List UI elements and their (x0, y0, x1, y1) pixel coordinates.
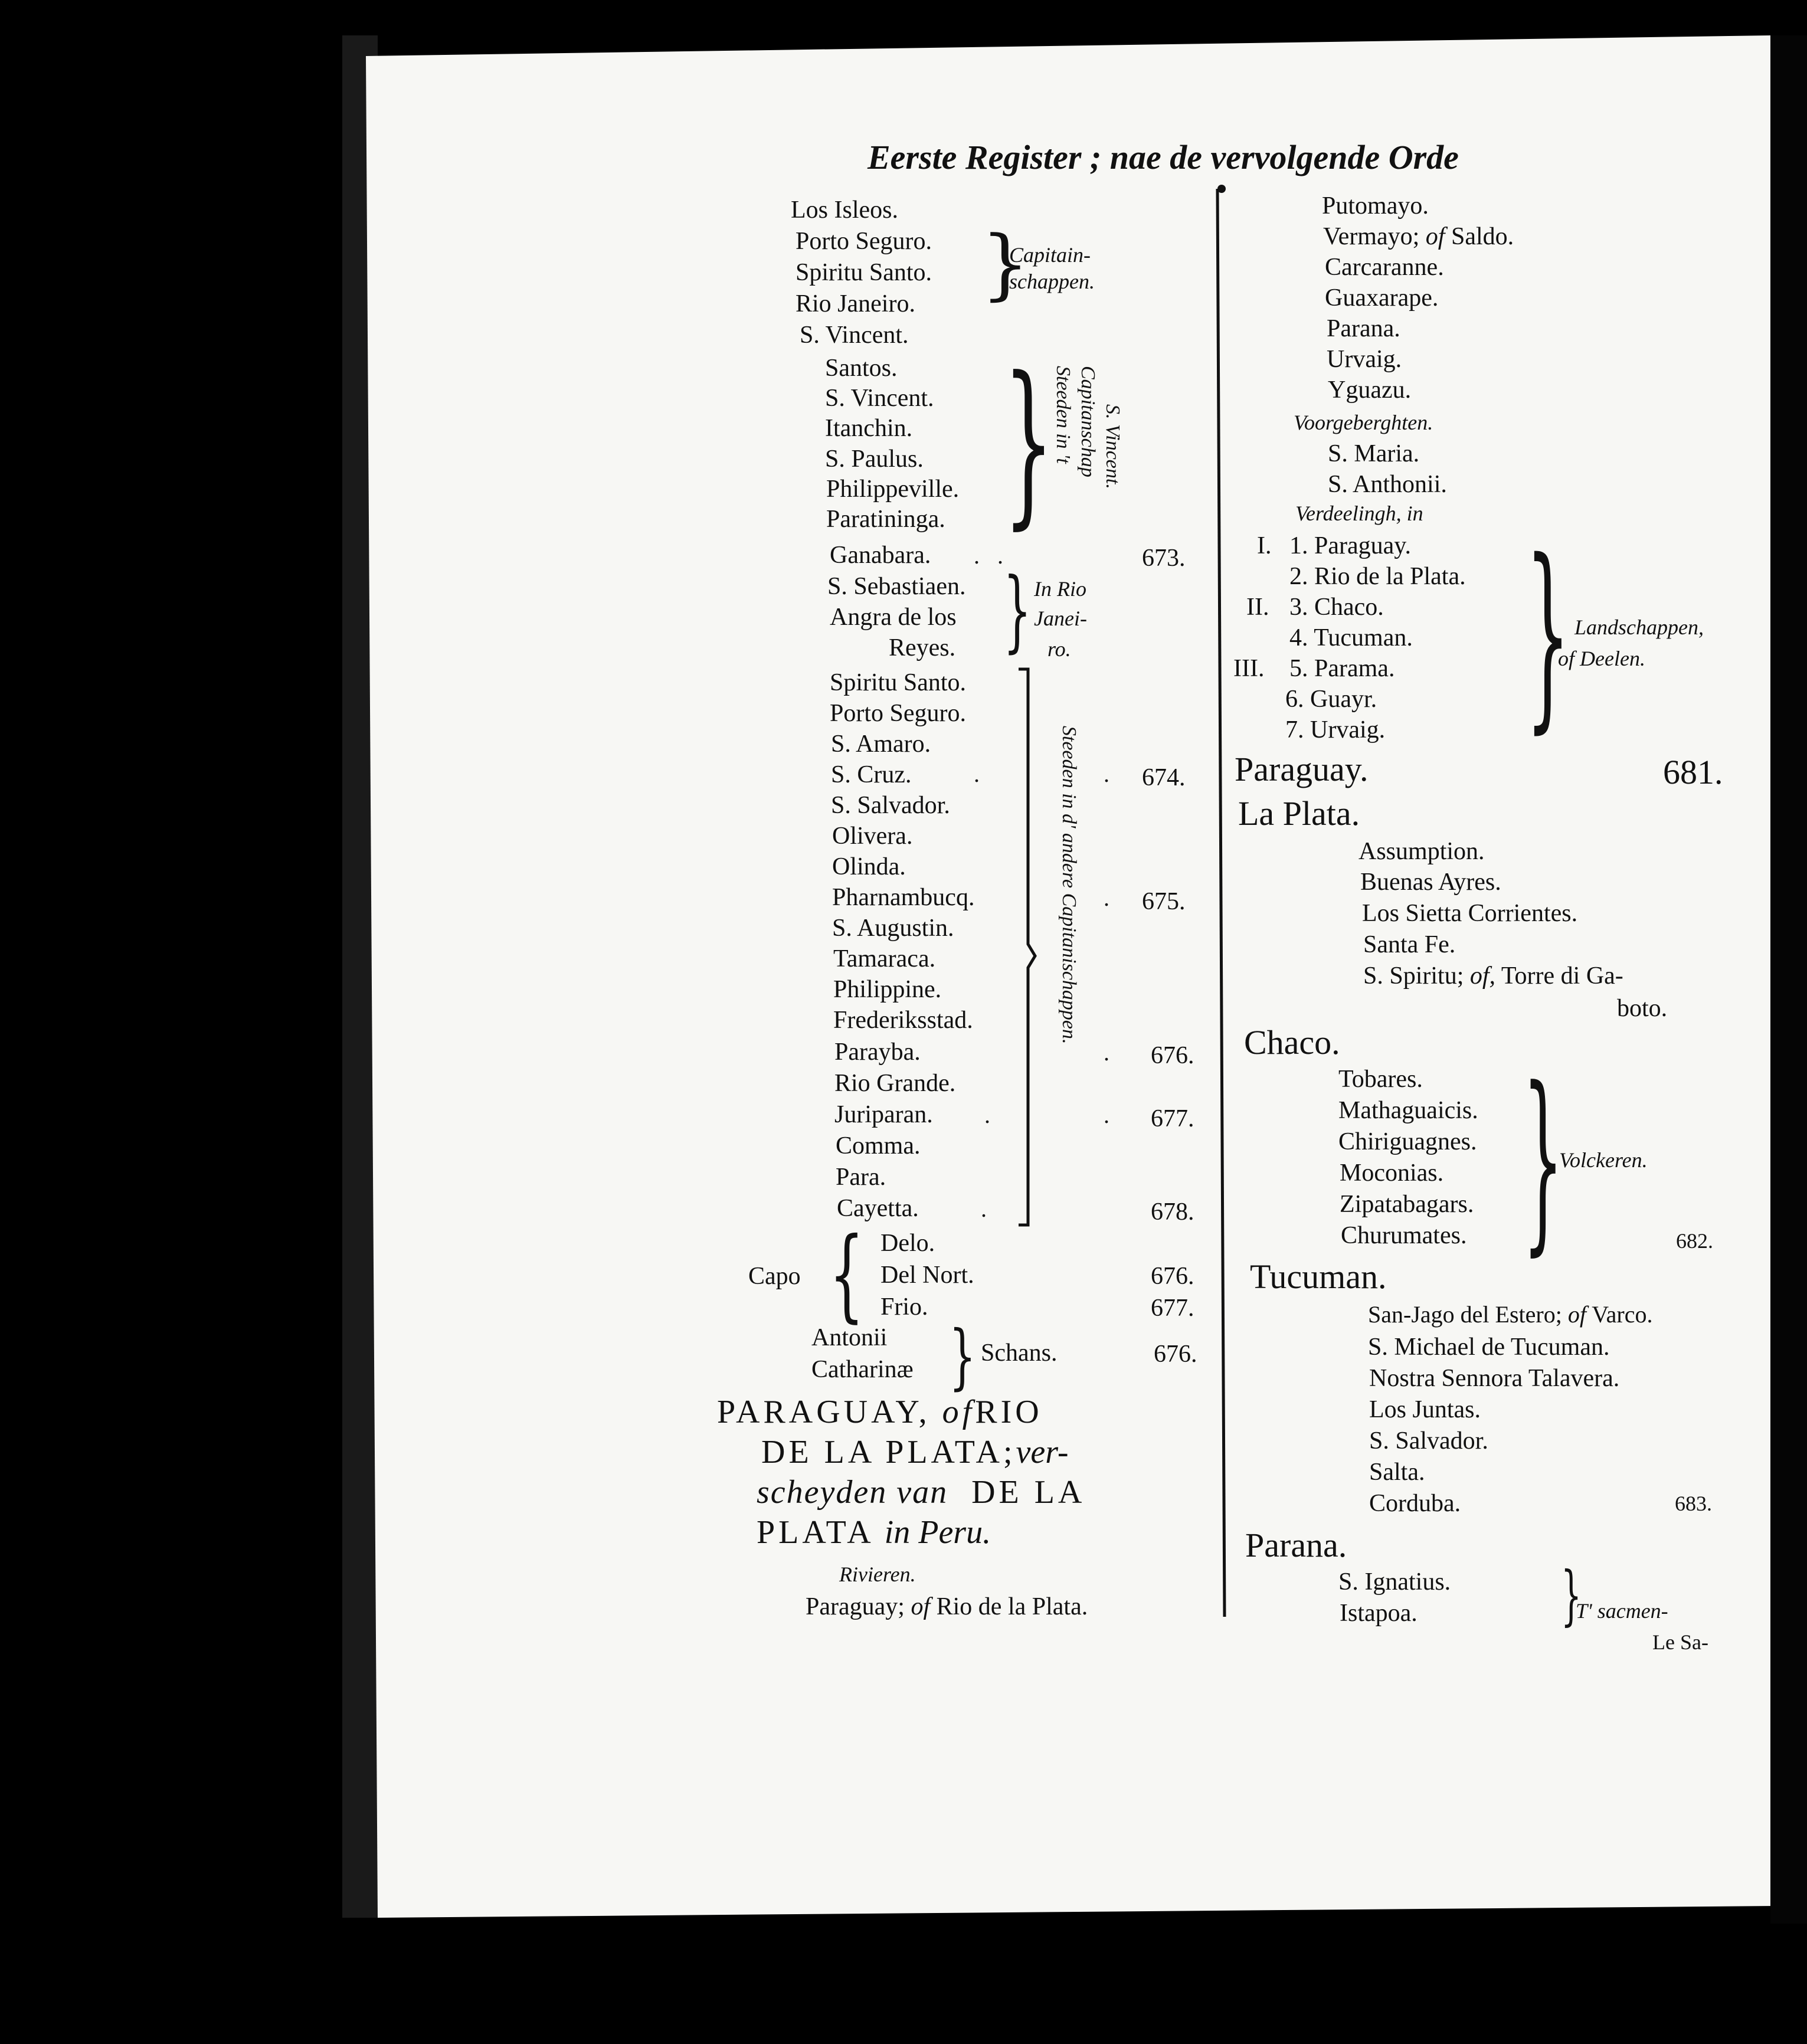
brace-glyph: { (829, 1216, 865, 1333)
list-item: Chiriguagnes. (1338, 1128, 1477, 1155)
list-item: Olinda. (832, 853, 906, 880)
vertical-note: S. Vincent. (1102, 404, 1124, 489)
list-item: 4. Tucuman. (1289, 624, 1413, 651)
page-number: 678. (1151, 1198, 1194, 1226)
brace-glyph: } (1523, 1046, 1564, 1273)
list-item: S. Sebastiaen. (827, 573, 966, 600)
list-item: Corduba. (1369, 1490, 1461, 1517)
page-number: 673. (1142, 545, 1186, 572)
dots: . (1104, 885, 1109, 911)
list-item: 6. Guayr. (1285, 686, 1377, 713)
dots: . (984, 1102, 990, 1128)
brace-note: of Deelen. (1558, 647, 1645, 670)
page-number: 681. (1663, 753, 1723, 791)
region-heading: Paraguay. (1235, 750, 1369, 788)
list-item: Paratininga. (826, 506, 945, 533)
list-item: S. Spiritu; of, Torre di Ga- (1363, 962, 1623, 990)
list-item: Carcaranne. (1325, 254, 1444, 281)
list-item: S. Maria. (1328, 440, 1420, 467)
subheading: Rivieren. (839, 1563, 916, 1586)
list-item: Antonii (811, 1324, 888, 1351)
brace-glyph: } (1003, 559, 1032, 662)
list-item: Comma. (836, 1132, 921, 1159)
list-item: S. Vincent. (800, 322, 909, 349)
list-item: Yguazu. (1328, 376, 1412, 404)
list-item: Tobares. (1338, 1066, 1423, 1093)
list-item: Philippeville. (826, 476, 960, 503)
list-item: Reyes. (889, 634, 956, 661)
brace-note: Landschappen, (1574, 615, 1704, 639)
dots: . (1104, 1039, 1109, 1066)
page-number: 677. (1151, 1295, 1194, 1322)
list-item: Los Juntas. (1369, 1396, 1481, 1423)
list-item: Tamaraca. (833, 945, 936, 972)
list-item: S. Salvador. (831, 792, 950, 819)
region-heading: Parana. (1245, 1526, 1347, 1564)
list-item: Parayba. (834, 1039, 921, 1066)
vertical-note: Steeden in d' andere Capitanischappen. (1058, 726, 1080, 1044)
page-number: 683. (1675, 1492, 1712, 1515)
dots: . (981, 1195, 987, 1222)
brace-glyph: } (949, 1316, 976, 1398)
list-item: Zipatabagars. (1340, 1191, 1474, 1218)
heading-line: PLATA in Peru. (757, 1514, 991, 1551)
brace-note: Volckeren. (1559, 1148, 1648, 1172)
list-item: 5. Parama. (1289, 655, 1395, 682)
list-item: Spiritu Santo. (796, 259, 932, 286)
vertical-note: Steeden in 't (1052, 366, 1074, 464)
page-number: 674. (1142, 764, 1186, 791)
list-item: S. Anthonii. (1328, 471, 1447, 498)
list-item: Delo. (880, 1230, 935, 1257)
list-item: S. Michael de Tucuman. (1368, 1334, 1610, 1361)
list-item: 2. Rio de la Plata. (1289, 563, 1466, 590)
brace-note: Janei- (1034, 607, 1087, 630)
list-item: Rio Janeiro. (796, 290, 915, 317)
region-heading: Chaco. (1244, 1023, 1340, 1062)
dots: . (1104, 761, 1109, 787)
page-number: 676. (1151, 1263, 1194, 1290)
list-item: Rio Grande. (834, 1070, 956, 1097)
brace-note: Capitain- schappen. (1009, 243, 1095, 293)
list-item: 1. Paraguay. (1289, 532, 1412, 559)
list-item: S. Cruz. (831, 761, 912, 788)
brace-note: In Rio (1034, 577, 1086, 601)
page-right-edge (1770, 35, 1807, 1924)
capo-label: Capo (748, 1263, 801, 1290)
list-item: Moconias. (1340, 1159, 1444, 1187)
captaincy-bracket (1015, 667, 1039, 1233)
list-item: Nostra Sennora Talavera. (1369, 1365, 1620, 1392)
list-item: S. Vincent. (825, 385, 934, 412)
list-item: Juriparan. (834, 1101, 933, 1128)
brace-note: Le Sa- (1652, 1630, 1708, 1654)
heading-line: scheyden van DE LA (757, 1474, 1086, 1511)
list-item: Pharnambucq. (832, 884, 975, 911)
list-item: S. Augustin. (832, 915, 954, 942)
list-item: Los Isleos. (791, 196, 898, 224)
schans-label: Schans. (981, 1339, 1058, 1367)
list-item: Philippine. (833, 976, 942, 1003)
brace-glyph: } (1561, 1557, 1582, 1633)
region-heading: La Plata. (1238, 794, 1360, 833)
page-number: 676. (1151, 1042, 1194, 1069)
list-item: Mathaguaicis. (1338, 1097, 1478, 1124)
list-item: Paraguay; of Rio de la Plata. (806, 1593, 1088, 1620)
list-item: Churumates. (1341, 1222, 1467, 1249)
list-item: Assumption. (1358, 838, 1485, 865)
list-item: Istapoa. (1340, 1600, 1418, 1627)
brace-glyph: } (981, 219, 1030, 309)
roman-numeral: II. (1246, 594, 1269, 621)
heading-line: PARAGUAY, ofRIO (717, 1394, 1043, 1430)
list-item: Spiritu Santo. (830, 669, 967, 696)
list-item: Santos. (825, 355, 898, 382)
list-item: boto. (1617, 995, 1668, 1022)
list-item: Angra de los (830, 604, 957, 631)
list-item: Para. (836, 1164, 886, 1191)
subheading: Verdeelingh, in (1295, 502, 1423, 525)
brace-note: ro. (1047, 637, 1071, 661)
list-item: S. Ignatius. (1338, 1568, 1451, 1596)
list-item: Del Nort. (880, 1262, 974, 1289)
brace-note: T' sacmen- (1576, 1599, 1668, 1623)
running-head: Eerste Register ; nae de vervolgende Orde (868, 138, 1459, 176)
list-item: Porto Seguro. (796, 228, 932, 255)
roman-numeral: I. (1257, 532, 1272, 559)
list-item: Parana. (1327, 315, 1400, 342)
page-number: 682. (1676, 1229, 1713, 1253)
page-number: 675. (1142, 888, 1186, 915)
list-item: 7. Urvaig. (1285, 716, 1386, 743)
list-item: Guaxarape. (1325, 284, 1439, 312)
list-item: Salta. (1369, 1459, 1425, 1486)
list-item: Cayetta. (837, 1195, 919, 1222)
dots: . . (974, 542, 1003, 569)
list-item: Olivera. (832, 823, 913, 850)
region-heading: Tucuman. (1250, 1257, 1387, 1296)
brace-glyph: } (1003, 339, 1054, 545)
list-item: S. Salvador. (1369, 1427, 1488, 1455)
dots: . (1104, 1102, 1109, 1128)
brace-glyph: } (1526, 517, 1570, 751)
page-number: 676. (1154, 1341, 1197, 1368)
list-item: Buenas Ayres. (1360, 869, 1501, 896)
list-item: Urvaig. (1327, 346, 1402, 373)
list-item: Putomayo. (1322, 192, 1429, 220)
list-item: Porto Seguro. (830, 700, 966, 727)
vertical-note: Capitanschap (1077, 366, 1099, 477)
page-number: 677. (1151, 1105, 1194, 1132)
list-item: Ganabara. (830, 542, 931, 569)
list-item: Frio. (880, 1293, 928, 1321)
dots: . (974, 761, 980, 787)
subheading: Voorgeberghten. (1294, 411, 1433, 434)
roman-numeral: III. (1233, 655, 1265, 682)
list-item: S. Amaro. (831, 731, 931, 758)
list-item: 3. Chaco. (1289, 594, 1384, 621)
list-item: Frederiksstad. (833, 1007, 973, 1034)
list-item: Santa Fe. (1363, 931, 1456, 958)
list-item: S. Paulus. (825, 446, 924, 473)
heading-line: DE LA PLATA;ver- (761, 1434, 1069, 1470)
list-item: Los Siettа Corrientes. (1362, 900, 1578, 927)
list-item: Itanchin. (825, 415, 913, 442)
list-item: Vermayo; of Saldo. (1323, 223, 1514, 250)
list-item: San-Jago del Estero; of Varco. (1368, 1301, 1653, 1328)
list-item: Catharinæ (811, 1356, 914, 1383)
